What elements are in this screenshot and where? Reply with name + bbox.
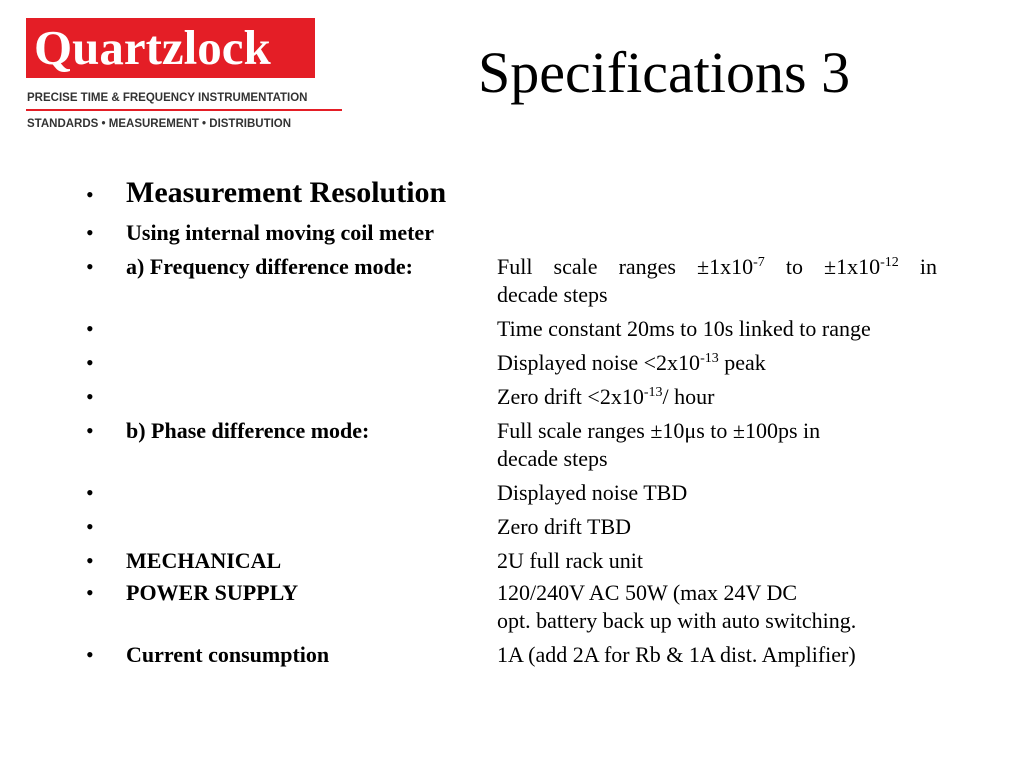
- value-power-supply: 120/240V AC 50W (max 24V DC opt. battery back up with auto switching.: [497, 580, 857, 633]
- value-displayed-noise-phase: Displayed noise TBD: [497, 480, 688, 505]
- label-power-supply: POWER SUPPLY: [126, 580, 299, 605]
- bullet: •: [86, 418, 94, 443]
- logo-tagline-bottom: STANDARDS • MEASUREMENT • DISTRIBUTION: [27, 118, 292, 130]
- value-current-consumption: 1A (add 2A for Rb & 1A dist. Amplifier): [497, 642, 856, 667]
- label-mechanical: MECHANICAL: [126, 548, 282, 573]
- bullet: •: [86, 182, 94, 207]
- bullet: •: [86, 350, 94, 375]
- bullet: •: [86, 480, 94, 505]
- value-mechanical: 2U full rack unit: [497, 548, 644, 573]
- bullet: •: [86, 220, 94, 245]
- bullet: •: [86, 548, 94, 573]
- bullet: •: [86, 254, 94, 279]
- bullet: •: [86, 316, 94, 341]
- value-displayed-noise-freq: Displayed noise $<2x10^{-13}$ peak: [497, 350, 766, 375]
- label-current-consumption: Current consumption: [126, 642, 330, 667]
- value-time-constant: Time constant 20ms to 10s linked to range: [497, 316, 871, 341]
- quartzlock-logo: [26, 18, 315, 78]
- value-line-1: Full scale ranges $\pm 1x10^{-7}$ to $\pm 1x10^{-12}$ in: [497, 254, 937, 279]
- value-zero-drift-phase: Zero drift TBD: [497, 514, 632, 539]
- value-line-2: decade steps: [497, 282, 608, 307]
- heading-measurement-resolution: Measurement Resolution: [126, 176, 447, 209]
- bullet: •: [86, 384, 94, 409]
- label-frequency-difference-mode: a) Frequency difference mode:: [126, 254, 413, 279]
- bullet: •: [86, 580, 94, 605]
- label-phase-difference-mode: b) Phase difference mode:: [126, 418, 370, 443]
- value-phase-full-scale: Full scale ranges ±10μs to ±100ps in decade steps: [497, 418, 821, 471]
- label-moving-coil-meter: Using internal moving coil meter: [126, 220, 434, 245]
- value-zero-drift-freq: Zero drift $<2x10^{-13}/$ hour: [497, 384, 715, 409]
- logo-wordmark: Quartzlock: [34, 20, 271, 75]
- logo-tagline-top: PRECISE TIME & FREQUENCY INSTRUMENTATION: [27, 92, 308, 104]
- value-frequency-full-scale: [497, 253, 937, 309]
- logo-divider: [26, 109, 342, 111]
- bullet: •: [86, 642, 94, 667]
- bullet: •: [86, 514, 94, 539]
- slide-title: Specifications 3: [478, 40, 851, 105]
